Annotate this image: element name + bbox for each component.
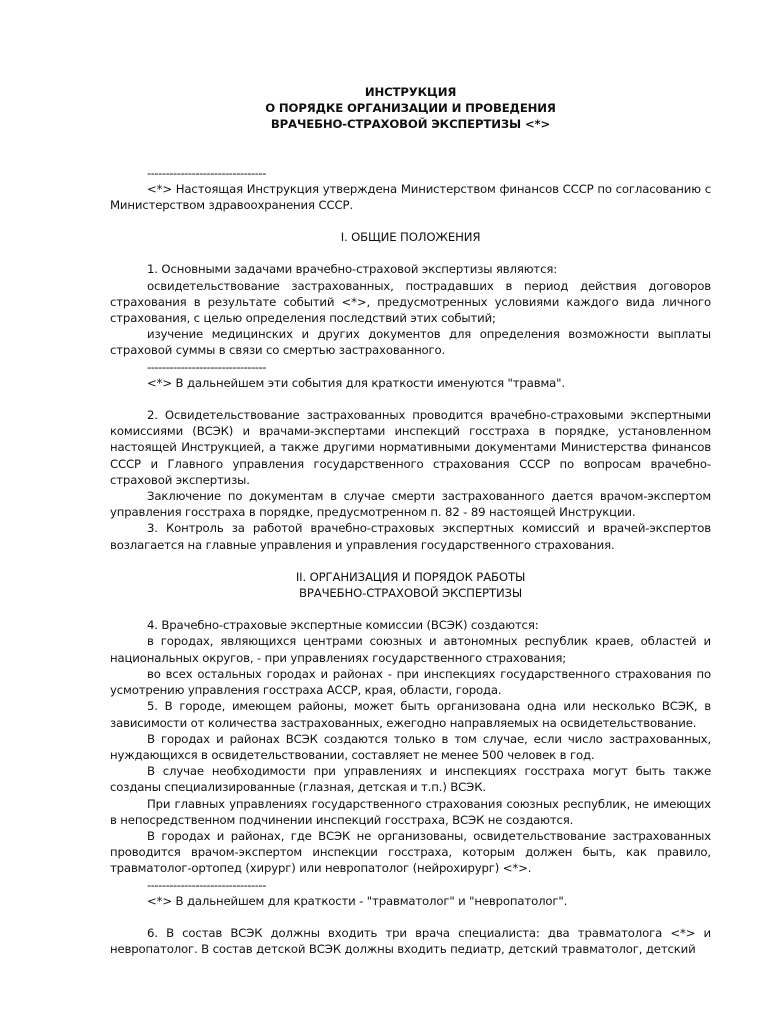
footnote-travma: <*> В дальнейшем эти события для краткости именуются "травма". [147, 375, 565, 390]
paragraph: 1. Основными задачами врачебно-страховой экспертизы являются: [147, 262, 558, 277]
paragraph: освидетельствование застрахованных, пострадавших в период действия договоров страхования в результате событий <*>, предусмотренных условиями каждого вида личного страхования, с целью определения последствий этих событий; [110, 278, 711, 326]
paragraph: 6. В состав ВСЭК должны входить три врача специалиста: два травматолога <*> и невропатолог. В состав детской ВСЭК должны входить педиатр, детский травматолог, детский [110, 925, 711, 957]
paragraph: 3. Контроль за работой врачебно-страховых экспертных комиссий и врачей-экспертов возлагается на главные управления и управления государственного страхования. [110, 521, 711, 552]
document-title-line-2: О ПОРЯДКЕ ОРГАНИЗАЦИИ И ПРОВЕДЕНИЯ [265, 101, 556, 116]
paragraph: во всех остальных городах и районах - при инспекциях государственного страхования по усмотрению управления госстраха АССР, края, области, города. [110, 666, 711, 698]
footnote-separator: -------------------------------- [147, 877, 266, 892]
footnote-separator: -------------------------------- [147, 359, 266, 374]
paragraph: 4. Врачебно-страховые экспертные комиссии (ВСЭК) создаются: [147, 618, 539, 633]
paragraph: При главных управлениях государственного страхования союзных республик, не имеющих в непосредственном подчинении инспекций госстраха, ВСЭК не создаются. [110, 796, 711, 827]
footnote-specialists: <*> В дальнейшем для краткости - "травматолог" и "невропатолог". [147, 893, 568, 908]
paragraph: Заключение по документам в случае смерти застрахованного дается врачом-экспертом управления госстраха в порядке, предусмотренном п. 82 - 89 настоящей Инструкции. [110, 489, 711, 520]
section-2-heading-line-1: II. ОРГАНИЗАЦИЯ И ПОРЯДОК РАБОТЫ [295, 569, 526, 584]
paragraph: 5. В городе, имеющем районы, может быть организована одна или несколько ВСЭК, в зависимости от количества застрахованных, ежегодно направляемых на освидетельствование. [110, 699, 711, 730]
paragraph: 2. Освидетельствование застрахованных проводится врачебно-страховыми экспертными комиссиями (ВСЭК) и врачами-экспертами инспекций госстраха в порядке, установленном настоящей Инструкцией, а также другими нормативными документами Министерства финансов СССР и Главного управления государственного страхования СССР по вопросам врачебно-страховой экспертизы. [110, 408, 711, 487]
section-2-heading-line-2: ВРАЧЕБНО-СТРАХОВОЙ ЭКСПЕРТИЗЫ [298, 586, 523, 601]
paragraph: В случае необходимости при управлениях и инспекциях госстраха могут быть также созданы специализированные (глазная, детская и т.п.) ВСЭК. [110, 764, 711, 795]
section-1-heading: I. ОБЩИЕ ПОЛОЖЕНИЯ [340, 230, 481, 245]
footnote-separator: -------------------------------- [147, 165, 266, 180]
document-title-line-1: ИНСТРУКЦИЯ [364, 85, 457, 99]
paragraph: В городах и районах, где ВСЭК не организованы, освидетельствование застрахованных проводится врачом-экспертом инспекции госстраха, которым должен быть, как правило, травматолог-ортопед (хирург) или невропатолог (нейрохирург) <*>. [110, 828, 711, 876]
document-title-line-3: ВРАЧЕБНО-СТРАХОВОЙ ЭКСПЕРТИЗЫ <*> [270, 117, 551, 132]
paragraph: В городах и районах ВСЭК создаются только в том случае, если число застрахованных, нуждающихся в освидетельствовании, составляет не менее 500 человек в год. [110, 731, 711, 762]
document-body [110, 84, 711, 957]
footnote-main: <*> Настоящая Инструкция утверждена Министерством финансов СССР по согласованию с Министерством здравоохранения СССР. [110, 181, 711, 213]
paragraph: изучение медицинских и других документов для определения возможности выплаты страховой суммы в связи со смертью застрахованного. [110, 327, 711, 358]
paragraph: в городах, являющихся центрами союзных и автономных республик краев, областей и национальных округов, - при управлениях государственного страхования; [110, 634, 711, 665]
